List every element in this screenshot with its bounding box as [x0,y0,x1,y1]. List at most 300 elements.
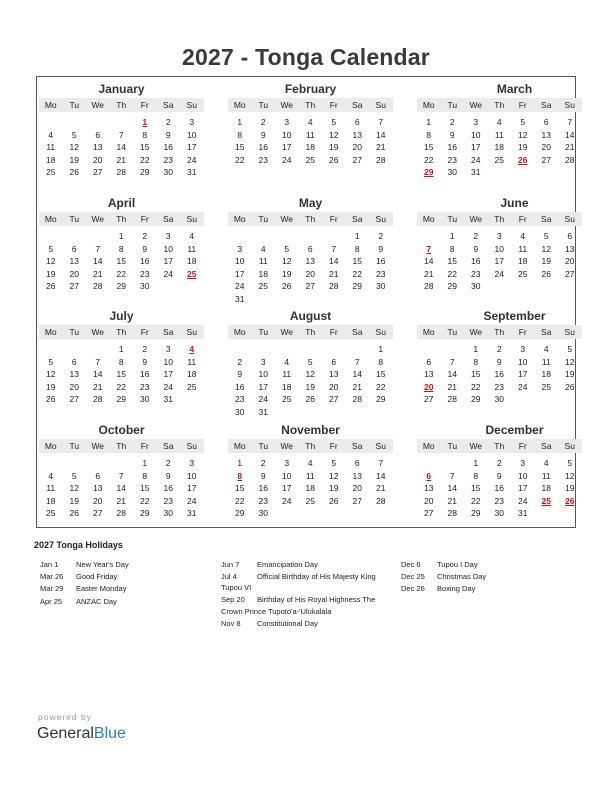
day-cell: 17 [235,268,245,279]
holiday-list-col-1 [40,559,129,608]
holiday-day-cell: 26 [518,154,528,165]
day-cell: 27 [424,394,434,404]
day-cell: 22 [116,268,126,279]
holiday-entry [40,596,129,608]
weekday-label: Su [564,214,575,224]
day-cell: 9 [449,129,455,140]
day-cell: 17 [163,369,173,379]
week-row [417,154,582,167]
week-row [417,368,582,381]
day-cell: 15 [352,256,362,266]
weekday-label: Fr [329,327,338,337]
empty-day-cell [346,293,370,306]
day-cell: 17 [518,483,528,493]
day-cell: 31 [163,394,173,404]
weekday-label: Mo [44,214,57,224]
week-row [39,154,204,167]
weekday-label: We [280,327,294,337]
holidays-heading: 2027 Tonga Holidays [34,540,123,550]
weekday-label: Su [186,214,197,224]
weekday-label: Fr [518,441,527,451]
day-cell: 23 [494,495,504,506]
empty-day-cell [346,406,370,419]
day-cell: 19 [305,381,315,392]
holiday-date: Nov 8 [221,619,241,628]
day-cell: 25 [258,281,268,291]
day-cell: 20 [93,154,103,165]
day-cell: 14 [93,369,103,379]
day-cell: 14 [447,483,457,493]
day-cell: 3 [284,117,290,127]
day-cell: 19 [69,154,79,165]
day-cell: 24 [235,281,245,291]
weekday-label: Su [564,100,575,110]
day-cell: 24 [518,495,528,506]
month-july [39,308,204,406]
weekday-label: We [469,441,483,451]
day-cell: 2 [378,231,384,241]
day-cell: 18 [187,256,197,266]
empty-day-cell [86,343,110,356]
day-cell: 2 [260,117,266,127]
day-cell: 10 [471,129,481,140]
month-name: February [284,82,337,96]
weekday-label: Th [116,327,127,337]
day-cell: 14 [376,129,386,140]
week-row [417,470,582,483]
day-cell: 2 [496,458,502,468]
week-row [417,482,582,495]
day-cell: 31 [471,167,481,177]
holiday-day-cell: 8 [237,470,243,481]
holiday-day-cell: 29 [424,167,434,177]
day-cell: 2 [237,356,243,367]
day-cell: 11 [305,129,315,140]
weekday-label: Su [375,327,386,337]
weekday-label: We [91,441,105,451]
week-row [39,356,204,369]
holiday-date: Dec 26 [401,584,425,594]
day-cell: 29 [447,281,457,291]
day-cell: 16 [235,381,245,392]
holiday-day-cell: 20 [424,381,434,392]
day-cell: 3 [189,117,195,127]
day-cell: 6 [71,356,77,367]
day-cell: 12 [565,356,575,367]
day-cell: 6 [71,243,77,254]
day-cell: 25 [46,167,56,177]
weekday-label: Mo [44,100,57,110]
day-cell: 10 [518,356,528,367]
weekday-label: Mo [233,327,246,337]
day-cell: 5 [543,231,549,241]
day-cell: 12 [69,142,79,152]
weekday-header [228,325,393,339]
day-cell: 20 [352,142,362,152]
weekday-header [417,439,582,453]
day-cell: 26 [46,394,56,404]
empty-day-cell [110,116,134,129]
weekday-label: Sa [352,100,363,110]
weekday-label: Su [186,441,197,451]
day-cell: 14 [376,470,386,481]
weekday-label: Th [116,214,127,224]
day-cell: 12 [69,483,79,493]
day-cell: 16 [494,483,504,493]
day-cell: 11 [305,470,315,481]
day-cell: 23 [494,381,504,392]
month-name: December [485,423,544,437]
holiday-day-cell: 4 [189,344,195,354]
day-cell: 6 [331,356,337,367]
weekday-header [39,98,204,112]
day-cell: 24 [187,154,197,165]
weekday-label: Fr [518,100,527,110]
holiday-date: Dec 25 [401,572,425,582]
weekday-label: Tu [447,327,458,337]
calendar-grid [36,76,576,528]
day-cell: 9 [142,243,148,254]
week-row [39,470,204,483]
day-cell: 23 [471,268,481,279]
day-cell: 4 [48,470,54,481]
empty-day-cell [535,280,559,293]
empty-day-cell [39,457,63,470]
empty-day-cell [535,166,559,179]
day-cell: 5 [48,356,54,367]
empty-day-cell [558,507,582,520]
day-cell: 27 [329,394,339,404]
week-row [228,368,393,381]
day-cell: 23 [163,154,173,165]
empty-day-cell [157,280,181,293]
day-cell: 8 [473,470,479,481]
holiday-name: Easter Monday [76,584,127,594]
weekday-label: We [469,327,483,337]
holiday-name: ANZAC Day [76,596,117,606]
day-cell: 6 [567,231,573,241]
day-cell: 29 [235,508,245,518]
day-cell: 12 [305,369,315,379]
day-cell: 19 [46,381,56,392]
day-cell: 4 [260,243,266,254]
day-cell: 17 [494,256,504,266]
empty-day-cell [535,507,559,520]
day-cell: 3 [260,356,266,367]
day-cell: 18 [187,369,197,379]
day-cell: 3 [165,344,171,354]
day-cell: 21 [447,381,457,392]
day-cell: 8 [142,470,148,481]
month-june [417,195,582,293]
day-cell: 17 [187,483,197,493]
day-cell: 20 [93,495,103,506]
empty-day-cell [441,343,465,356]
day-cell: 17 [187,142,197,152]
day-cell: 16 [494,369,504,379]
brand-logo[interactable] [37,725,126,743]
day-cell: 25 [187,381,197,392]
weekday-label: We [91,327,105,337]
day-cell: 2 [142,344,148,354]
day-cell: 7 [567,117,573,127]
weekday-label: Su [375,214,386,224]
holiday-date: Mar 29 [40,584,64,594]
day-cell: 7 [95,243,101,254]
day-cell: 15 [471,369,481,379]
day-cell: 15 [235,483,245,493]
empty-day-cell [511,280,535,293]
day-cell: 11 [258,256,268,266]
empty-day-cell [488,166,512,179]
weekday-label: Mo [233,214,246,224]
holiday-name-continued: Tupou VI [221,583,252,592]
week-row [228,406,393,419]
day-cell: 24 [494,268,504,279]
day-cell: 30 [447,167,457,177]
day-cell: 17 [282,483,292,493]
weekday-label: Th [494,214,505,224]
holiday-date: Mar 26 [40,572,64,582]
day-cell: 31 [258,406,268,417]
weekday-label: Th [305,100,316,110]
empty-day-cell [180,280,204,293]
day-cell: 21 [329,268,339,279]
day-cell: 20 [541,142,551,152]
day-cell: 18 [305,483,315,493]
weekday-label: Tu [69,214,80,224]
day-cell: 2 [473,231,479,241]
weekday-label: Fr [518,327,527,337]
week-row [228,457,393,470]
day-cell: 13 [424,369,434,379]
day-cell: 9 [165,470,171,481]
empty-day-cell [63,116,87,129]
day-cell: 6 [95,129,101,140]
weekday-header [417,98,582,112]
empty-day-cell [417,230,441,243]
day-cell: 25 [305,495,315,506]
day-cell: 18 [282,381,292,392]
day-cell: 16 [258,142,268,152]
empty-day-cell [252,343,276,356]
empty-day-cell [511,393,535,406]
weekday-label: Tu [69,441,80,451]
month-january [39,81,204,179]
day-cell: 20 [69,268,79,279]
month-name: March [496,82,533,96]
day-cell: 5 [331,458,337,468]
day-cell: 14 [116,483,126,493]
day-cell: 10 [258,369,268,379]
week-row [228,129,393,142]
day-cell: 27 [565,268,575,279]
day-cell: 28 [376,154,386,165]
day-cell: 7 [331,243,337,254]
weekday-label: Tu [258,100,269,110]
day-cell: 26 [329,495,339,506]
weekday-label: Sa [163,214,174,224]
day-cell: 11 [541,470,551,481]
day-cell: 13 [541,129,551,140]
day-cell: 29 [140,167,150,177]
day-cell: 1 [449,231,455,241]
day-cell: 28 [447,508,457,518]
week-row [228,482,393,495]
empty-day-cell [63,343,87,356]
day-cell: 10 [518,470,528,481]
day-cell: 26 [69,167,79,177]
day-cell: 28 [93,281,103,291]
day-cell: 29 [376,394,386,404]
day-cell: 24 [163,268,173,279]
day-cell: 21 [116,495,126,506]
day-cell: 5 [48,243,54,254]
day-cell: 4 [307,458,313,468]
day-cell: 7 [95,356,101,367]
holiday-entry [221,559,376,571]
day-cell: 23 [258,154,268,165]
day-cell: 16 [163,483,173,493]
day-cell: 6 [354,458,360,468]
empty-day-cell [63,230,87,243]
holiday-date: Dec 6 [401,560,421,569]
day-cell: 19 [565,483,575,493]
day-cell: 25 [494,154,504,165]
week-row [228,154,393,167]
holiday-name: Boxing Day [437,584,476,594]
day-cell: 10 [187,470,197,481]
weekday-label: Sa [352,441,363,451]
day-cell: 21 [93,268,103,279]
day-cell: 19 [329,142,339,152]
day-cell: 2 [142,231,148,241]
weekday-label: Fr [140,214,149,224]
day-cell: 15 [424,142,434,152]
week-row [417,255,582,268]
day-cell: 3 [473,117,479,127]
week-row [228,381,393,394]
week-row [39,166,204,179]
day-cell: 3 [237,243,243,254]
day-cell: 31 [518,508,528,518]
day-cell: 18 [494,142,504,152]
week-row [39,393,204,406]
day-cell: 26 [69,508,79,518]
empty-day-cell [275,507,299,520]
day-cell: 27 [352,495,362,506]
day-cell: 25 [541,381,551,392]
day-cell: 29 [471,508,481,518]
weekday-label: Tu [447,100,458,110]
holiday-entry [401,559,486,571]
empty-day-cell [275,230,299,243]
day-cell: 15 [376,369,386,379]
empty-day-cell [86,230,110,243]
day-cell: 19 [46,268,56,279]
day-cell: 8 [378,356,384,367]
week-row [417,343,582,356]
day-cell: 17 [282,142,292,152]
day-cell: 21 [565,142,575,152]
day-cell: 30 [376,281,386,291]
month-name: November [281,423,340,437]
day-cell: 16 [447,142,457,152]
day-cell: 1 [426,117,432,127]
day-cell: 13 [352,470,362,481]
day-cell: 22 [235,495,245,506]
day-cell: 16 [140,256,150,266]
day-cell: 28 [352,394,362,404]
week-row [228,268,393,281]
day-cell: 3 [520,458,526,468]
week-row [417,280,582,293]
empty-day-cell [275,343,299,356]
day-cell: 17 [518,369,528,379]
day-cell: 15 [116,369,126,379]
holiday-entry [221,571,376,583]
day-cell: 18 [518,256,528,266]
day-cell: 30 [163,508,173,518]
month-name: January [98,82,145,96]
week-row [39,457,204,470]
holiday-name: Constitutional Day [257,619,318,628]
empty-day-cell [417,343,441,356]
day-cell: 11 [282,369,292,379]
weekday-label: Su [375,100,386,110]
day-cell: 30 [494,394,504,404]
month-name: June [500,196,529,210]
holiday-date: Jan 1 [40,560,59,569]
empty-day-cell [39,116,63,129]
week-row [39,268,204,281]
empty-day-cell [275,406,299,419]
weekday-label: Tu [69,327,80,337]
holiday-date: Sep 20 [221,595,245,604]
weekday-label: Th [494,441,505,451]
day-cell: 30 [494,508,504,518]
day-cell: 28 [447,394,457,404]
day-cell: 12 [518,129,528,140]
day-cell: 8 [354,243,360,254]
empty-day-cell [86,457,110,470]
day-cell: 5 [71,129,77,140]
day-cell: 28 [329,281,339,291]
week-row [417,243,582,256]
weekday-header [417,325,582,339]
day-cell: 27 [424,508,434,518]
empty-day-cell [535,393,559,406]
day-cell: 16 [140,369,150,379]
week-row [39,255,204,268]
day-cell: 25 [305,154,315,165]
day-cell: 10 [187,129,197,140]
day-cell: 20 [565,256,575,266]
weekday-label: Fr [140,441,149,451]
weekday-label: Th [305,327,316,337]
week-row [417,495,582,508]
weekday-label: Fr [329,441,338,451]
weekday-label: Th [305,441,316,451]
holiday-entry [401,571,486,583]
day-cell: 5 [567,458,573,468]
empty-day-cell [417,457,441,470]
weekday-label: Fr [140,100,149,110]
week-row [39,482,204,495]
day-cell: 1 [237,117,243,127]
empty-day-cell [488,280,512,293]
day-cell: 23 [447,154,457,165]
